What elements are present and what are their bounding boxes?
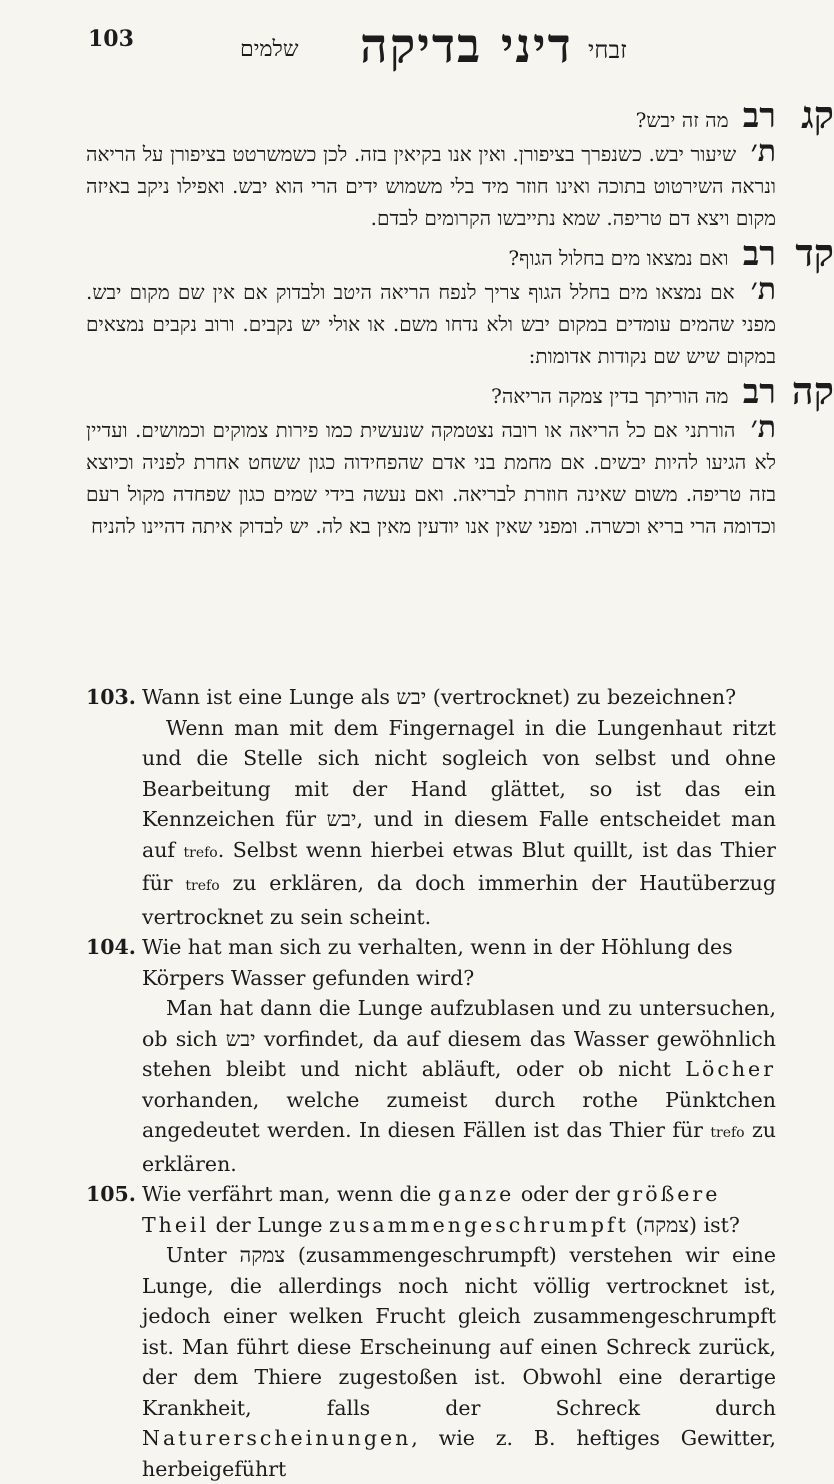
text-run: zu erklären. bbox=[142, 1118, 776, 1176]
running-head-left: שלמים bbox=[240, 37, 299, 62]
hebrew-text-block bbox=[86, 92, 834, 546]
text-run: ( bbox=[628, 1212, 644, 1237]
hebrew-term: יבש bbox=[225, 1026, 256, 1051]
text-run: . Selbst wenn hierbei etwas Blut quillt, ist das Thier für bbox=[142, 837, 776, 895]
text-run: Wenn man mit dem Fingernagel in die Lungenhaut ritzt und die Stelle sich nicht sogleich von selbst und ohne Bearbeitung mit der Hand glättet, so ist das ein Kennzeichen für bbox=[142, 715, 776, 831]
spaced-term: ganze bbox=[437, 1182, 515, 1206]
german-text-block bbox=[86, 682, 776, 1484]
latin-term: trefo bbox=[710, 1125, 745, 1141]
question-text: Wie hat man sich zu verhalten, wenn in der Höhlung des Körpers Wasser gefunden wird? bbox=[142, 935, 733, 990]
german-question bbox=[86, 932, 776, 993]
question-lead: רב bbox=[742, 234, 776, 274]
german-question bbox=[86, 682, 776, 713]
question-number: 103. bbox=[86, 685, 136, 709]
question-text: מה זה יבש? bbox=[635, 108, 729, 132]
text-run: , wie z. B. heftiges Gewitter, herbeigeführt bbox=[142, 1426, 776, 1481]
german-question bbox=[86, 1179, 776, 1240]
text-run: , und in diesem Falle entscheidet man auf bbox=[142, 807, 776, 862]
latin-term: trefo bbox=[183, 844, 218, 861]
page-number: 103 bbox=[88, 26, 134, 52]
text-run: der Lunge bbox=[209, 1212, 330, 1237]
question-text bbox=[142, 682, 776, 713]
question-lead: רב bbox=[742, 372, 776, 412]
german-answer bbox=[142, 993, 776, 1179]
question-number: 105. bbox=[86, 1182, 136, 1206]
text-run: oder der bbox=[514, 1182, 617, 1206]
spaced-term: Löcher bbox=[685, 1057, 776, 1081]
hebrew-term: יבש bbox=[396, 685, 427, 709]
text-run: zu erklären, da doch immerhin der Hautüberzug vertrocknet zu sein scheint. bbox=[142, 871, 777, 929]
spaced-term: zusammengeschrumpft bbox=[329, 1212, 629, 1237]
text-run: (zusammengeschrumpft) verstehen wir eine Lunge, die allerdings noch nicht völlig vertrocknet ist, jedoch einer welken Frucht gleich zusammengeschrumpft ist. Man führt diese Erscheinung auf einen Schreck zurück, der dem Thiere zugestoßen ist. Obwohl eine derartige Krankheit, falls der Schreck durch bbox=[142, 1243, 776, 1420]
answer-text: אם נמצאו מים בחלל הגוף צריך לנפח הריאה היטב ולבדוק אם אין שם מקום יבש. מפני שהמים עומדים במקום יבש ולא נדחו משם. או אולי יש נקבים. ורוב נקבים נמצאים במקום שיש שם נקודות אדומות: bbox=[86, 280, 776, 368]
text-run: Unter bbox=[166, 1243, 240, 1267]
question-lead: רב bbox=[742, 96, 776, 136]
hebrew-section bbox=[86, 230, 834, 372]
answer-lead: ת׳ bbox=[750, 134, 777, 169]
latin-term: trefo bbox=[185, 878, 220, 894]
text-run: Man hat dann die Lunge aufzublasen und zu untersuchen, ob sich bbox=[142, 996, 776, 1051]
section-marker: קג bbox=[801, 92, 834, 137]
spaced-term: größere Theil bbox=[142, 1182, 721, 1237]
hebrew-answer bbox=[86, 136, 776, 234]
answer-lead: ת׳ bbox=[750, 272, 776, 307]
question-number: 104. bbox=[86, 935, 136, 959]
spaced-term: Naturerscheinungen bbox=[142, 1426, 412, 1450]
hebrew-question bbox=[86, 96, 776, 136]
hebrew-section bbox=[86, 368, 834, 542]
text-run: Wie verfährt man, wenn die bbox=[142, 1182, 438, 1206]
answer-lead: ת׳ bbox=[750, 410, 776, 445]
hebrew-term: צמקה bbox=[643, 1212, 689, 1237]
running-head-right: זבחי bbox=[588, 36, 627, 64]
text-run: Wann ist eine Lunge als bbox=[142, 685, 397, 709]
hebrew-section bbox=[86, 92, 834, 234]
answer-text: שיעור יבש. כשנפרך בציפורן. ואין אנו בקיאין בזה. לכן כשמשרטט בציפורן על הריאה ונראה השירטוט בתוכה ואינו חוזר מיד בלי משמוש ידים הרי הוא יבש. ואפילו ניקב באיזה מקום ויצא דם טריפה. שמא נתייבשו הקרומים לבדם. bbox=[86, 142, 776, 230]
hebrew-term: יבש bbox=[326, 807, 357, 831]
question-text: ואם נמצאו מים בחלול הגוף? bbox=[508, 246, 729, 270]
hebrew-question bbox=[86, 372, 776, 412]
question-text: מה הוריתך בדין צמקה הריאה? bbox=[491, 384, 729, 408]
german-answer bbox=[142, 713, 776, 933]
answer-text: הורתני אם כל הריאה או רובה נצטמקה שנעשית כמו פירות צמוקים וכמושים. ועדיין לא הגיעו להיות יבשים. אם מחמת בני אדם שהפחידוה כגון ששחט אחרת לפניה וכיוצא בזה טריפה. משום שאינה חוזרת לבריאה. ואם נעשה בידי שמים כגון שפחדה מקול רעם וכדומה הרי בריא וכשרה. ומפני שאין אנו יודעין מאין בא לה. יש לבדוק איתה דהיינו להניח bbox=[86, 418, 776, 538]
question-text bbox=[142, 1179, 776, 1240]
german-answer bbox=[142, 1240, 776, 1484]
hebrew-answer bbox=[86, 274, 776, 372]
text-run: ) ist? bbox=[689, 1212, 740, 1237]
hebrew-term: צמקה bbox=[239, 1243, 286, 1267]
text-run: (vertrocknet) zu bezeichnen? bbox=[426, 685, 737, 709]
hebrew-question bbox=[86, 234, 776, 274]
section-marker: קה bbox=[791, 368, 834, 413]
running-head-title: דיני בדיקה bbox=[360, 18, 573, 74]
section-marker: קד bbox=[795, 230, 834, 275]
text-run: vorfindet, da auf diesem das Wasser gewöhnlich stehen bleibt und nicht abläuft, oder ob nicht bbox=[142, 1026, 776, 1081]
hebrew-answer bbox=[86, 412, 776, 542]
text-run: vorhanden, welche zumeist durch rothe Pünktchen angedeutet werden. In diesen Fällen ist das Thier für bbox=[142, 1087, 776, 1142]
